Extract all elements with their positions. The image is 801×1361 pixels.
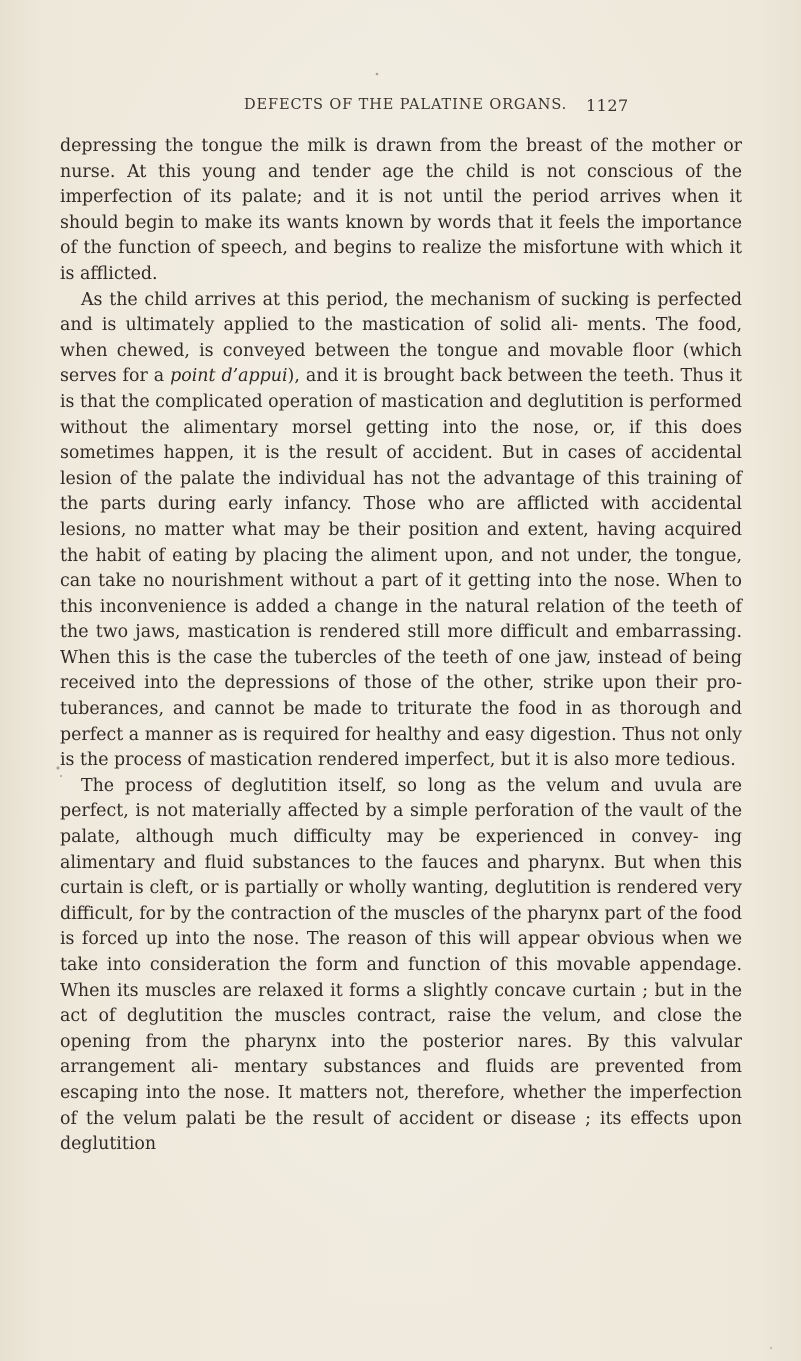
paragraph-2-text-start: As the child arrives at this period, the mechanism of sucking is perfected and is ultimately applied to the mastication of solid ali- ments. The food, when chewed, is conveyed between the tongue and movable floor (which serves for a [60,289,742,387]
page-number: 1127 [586,96,629,115]
paragraph-1: depressing the tongue the milk is drawn from the breast of the mother or nurse. At this young and tender age the child is not conscious of the imperfection of its palate; and it is not until the period arrives when it should begin to make its wants known by words that it feels the importance of the function of speech, and begins to realize the misfortune with which it is afflicted. [60,136,742,284]
speck [770,1347,772,1349]
page-header [0,97,801,121]
running-head: DEFECTS OF THE PALATINE ORGANS. [244,97,568,113]
speck [376,73,379,76]
body-text [60,134,742,1158]
paragraph-2 [60,288,742,774]
paragraph-3: The process of deglutition itself, so long as the velum and uvula are perfect, is not materially affected by a simple perforation of the vault of the palate, although much difficulty may be experienced in convey- ing alimentary and fluid substances to the fauces and pharynx. But when this curtain is cleft, or is partially or wholly wanting, deglutition is rendered very difficult, for by the contraction of the muscles of the pharynx part of the food is forced up into the nose. The reason of this will appear obvious when we take into consideration the form and function of this movable appendage. When its muscles are relaxed it forms a slightly concave curtain ; but in the act of deglutition the muscles contract, raise the velum, and close the opening from the pharynx into the posterior nares. By this valvular arrangement ali- mentary substances and fluids are prevented from escaping into the nose. It matters not, therefore, whether the imperfection of the velum palati be the result of accident or disease ; its effects upon deglutition [60,775,742,1155]
paragraph-2-italic-phrase: point d’appui [170,366,288,387]
paragraph-2-text-end: ), and it is brought back between the teeth. Thus it is that the complicated operation of mastication and deglutition is performed without the alimentary morsel getting into the nose, or, if this does sometimes happen, it is the result of accident. But in cases of accidental lesion of the palate the individual has not the advantage of this training of the parts during early infancy. Those who are afflicted with accidental lesions, no matter what may be their position and extent, having acquired the habit of eating by placing the aliment upon, and not under, the tongue, can take no nourishment without a part of it getting into the nose. When to this inconvenience is added a change in the natural relation of the teeth of the two jaws, mastication is rendered still more difficult and embarrassing. When this is the case the tubercles of the teeth of one jaw, instead of being received into the depressions of those of the other, strike upon their pro- tuberances, and cannot be made to triturate the food in as thorough and perfect a manner as is required for healthy and easy digestion. Thus not only is the process of mastication rendered imperfect, but it is also more tedious. [60,366,743,771]
